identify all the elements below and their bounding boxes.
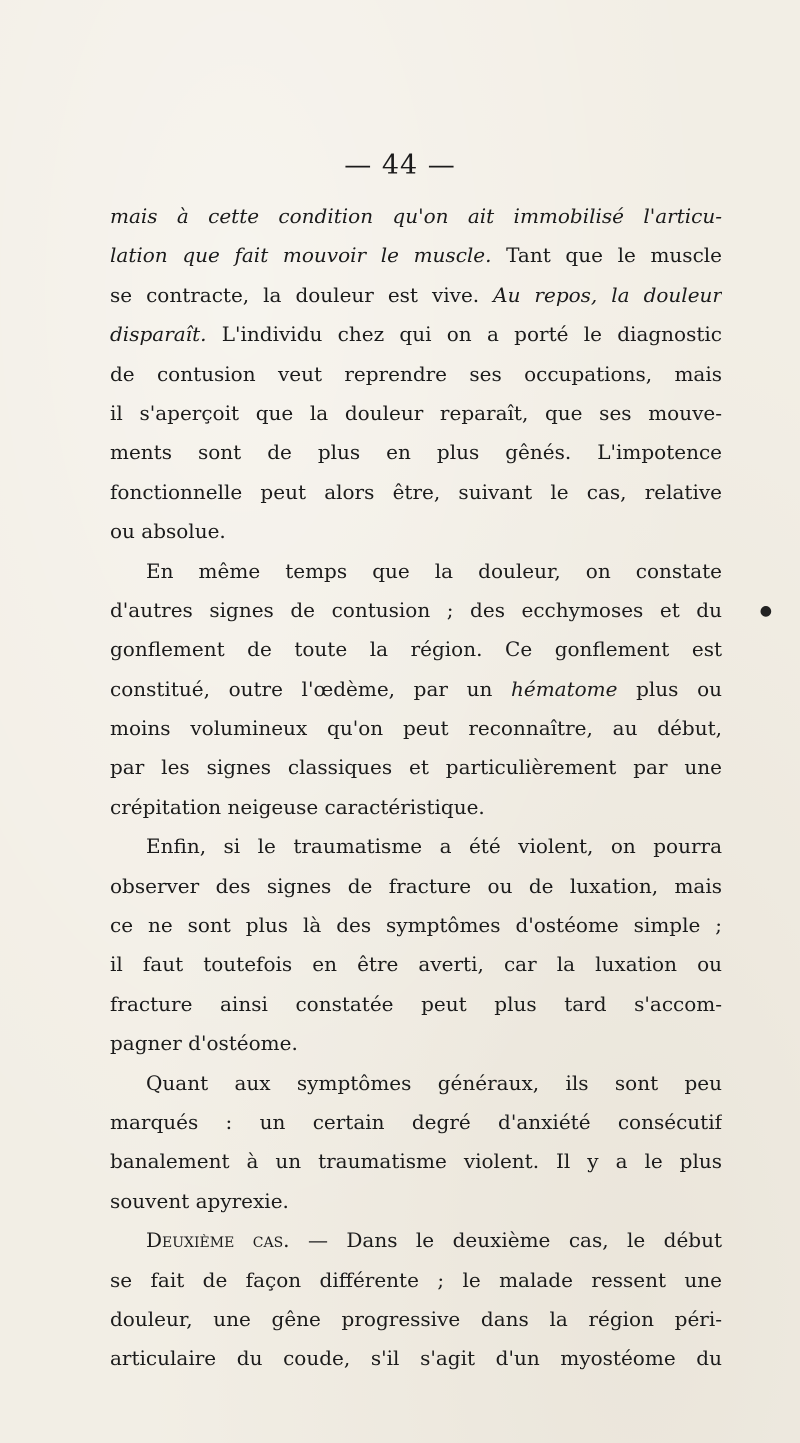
print-speck: ● (759, 603, 772, 619)
text-line: Enfin, si le traumatisme a été violent, on pourra (146, 834, 722, 859)
section-heading: Deuxième cas. (146, 1228, 290, 1253)
text-segment: L'individu chez qui on a porté le diagnostic (206, 322, 722, 347)
text-line: gonflement de toute la région. Ce gonflement est (110, 637, 722, 662)
text-line: de contusion veut reprendre ses occupations, mais (110, 361, 722, 386)
text-line: crépitation neigeuse caractéristique. (110, 794, 485, 819)
text-line: ou absolue. (110, 519, 226, 544)
text-line (110, 1221, 722, 1260)
body-text (110, 197, 722, 1379)
italic-phrase: hématome (510, 676, 618, 701)
text-line (110, 276, 722, 315)
text-line: marqués : un certain degré d'anxiété consécutif (110, 1109, 722, 1134)
text-segment: se contracte, la douleur est vive. (110, 282, 494, 307)
text-line: En même temps que la douleur, on constate (146, 558, 722, 583)
text-line: fracture ainsi constatée peut plus tard s'accom- (110, 991, 722, 1016)
text-line (110, 670, 722, 709)
text-segment: plus ou (617, 676, 722, 701)
text-line (110, 236, 722, 275)
text-line: il faut toutefois en être averti, car la luxation ou (110, 952, 722, 977)
text-line: douleur, une gêne progressive dans la région péri- (110, 1306, 722, 1331)
italic-phrase: disparaît. (110, 322, 207, 347)
text-line: moins volumineux qu'on peut reconnaître, au début, (110, 716, 722, 741)
text-line: fonctionnelle peut alors être, suivant le cas, relative (110, 479, 722, 504)
text-line: ce ne sont plus là des symptômes d'ostéome simple ; (110, 913, 722, 938)
text-segment: constitué, outre l'œdème, par un (110, 676, 511, 701)
italic-phrase: Au repos, la douleur (493, 282, 722, 307)
text-line: mais à cette condition qu'on ait immobilisé l'articu- (110, 204, 722, 228)
text-line (110, 315, 722, 354)
text-line: observer des signes de fracture ou de luxation, mais (110, 873, 722, 898)
text-segment: Tant que le muscle (491, 243, 722, 268)
text-line: se fait de façon différente ; le malade ressent une (110, 1267, 722, 1292)
text-line: banalement à un traumatisme violent. Il y a le plus (110, 1149, 722, 1174)
text-line: par les signes classiques et particulièrement par une (110, 755, 722, 780)
text-line: ments sont de plus en plus gênés. L'impotence (110, 440, 722, 465)
text-line: souvent apyrexie. (110, 1188, 289, 1213)
text-line: il s'aperçoit que la douleur reparaît, que ses mouve- (110, 400, 722, 425)
page-number: — 44 — (344, 150, 456, 181)
text-line: pagner d'ostéome. (110, 1031, 298, 1056)
text-segment: — Dans le deuxième cas, le début (289, 1228, 722, 1253)
italic-phrase: lation que fait mouvoir le muscle. (110, 243, 492, 268)
text-line: Quant aux symptômes généraux, ils sont peu (146, 1070, 722, 1095)
text-line: d'autres signes de contusion ; des ecchymoses et du (110, 597, 722, 622)
text-line: articulaire du coude, s'il s'agit d'un myostéome du (110, 1346, 722, 1371)
